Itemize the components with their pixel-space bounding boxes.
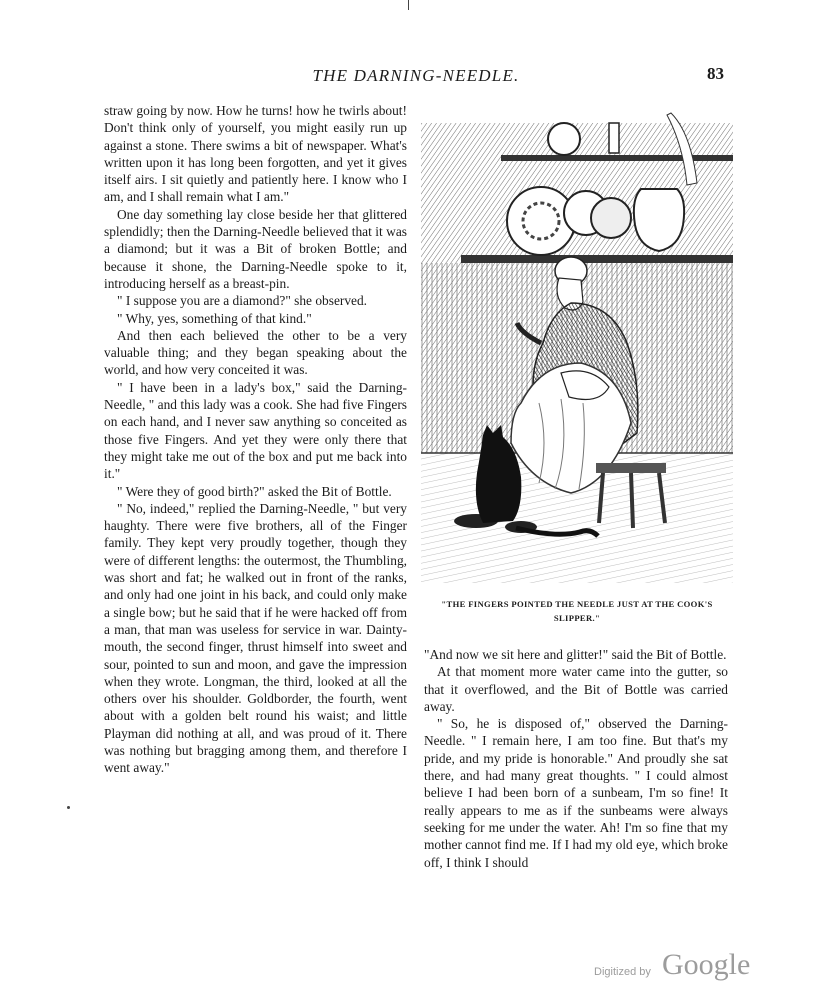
left-text-column <box>104 102 407 777</box>
paragraph: " No, indeed," replied the Darning-Needle, " but very haughty. There were five brothers, all of the Finger family. They kept very proudly together, though they were of different lengths: the outermost, the Thumbling, was short and fat; he walked out in front of the ranks, and only had one joint in his back, and could only make a single bow; but he said that if he were hacked off from a man, that man was useless for service in war. Dainty-mouth, the second finger, thrust himself into sweet and sour, pointed to sun and moon, and gave the impression when they wrote. Longman, the third, looked at all the others over his shoulder. Goldborder, the fourth, went about with a golden belt round his waist; and little Playman did nothing at all, and was proud of it. There was nothing but bragging among them, and therefore I went away." <box>104 500 407 776</box>
paragraph: "And now we sit here and glitter!" said the Bit of Bottle. <box>424 647 727 662</box>
paragraph: " So, he is disposed of," observed the Darning-Needle. " I remain here, I am too fine. But that's my pride, and my pride is honorable." And proudly she sat there, and had many great thoughts. " I could almost believe I had been born of a sunbeam, I'm so fine! It really appears to me as if the sunbeams were always seeking for me under the water. Ah! I'm so fine that my mother cannot find me. If I had my old eye, which broke off, I think I should <box>424 716 728 870</box>
paragraph: And then each believed the other to be a very valuable thing; and they began speaking about the world, and how very conceited it was. <box>104 327 407 378</box>
running-header-title: THE DARNING-NEEDLE. <box>312 66 520 85</box>
page-number: 83 <box>707 64 724 83</box>
plate <box>548 123 580 155</box>
figure-caption: "THE FINGERS POINTED THE NEEDLE JUST AT THE COOK'S SLIPPER." <box>441 599 713 623</box>
paragraph: At that moment more water came into the gutter, so that it overflowed, and the Bit of Bottle was carried away. <box>424 664 728 714</box>
paragraph: One day something lay close beside her that glittered splendidly; then the Darning-Needle believed that it was a diamond; but it was a Bit of broken Bottle; and because it shone, the Darning-Needle spoke to it, introducing herself as a breast-pin. <box>104 206 407 291</box>
paragraph: " I suppose you are a diamond?" she observed. <box>117 293 368 309</box>
digitized-by-label: Digitized by <box>594 966 651 978</box>
plate <box>591 198 631 238</box>
paragraph: " Why, yes, something of that kind." <box>117 310 312 326</box>
google-logo: Google <box>662 948 751 981</box>
digitized-by-google-watermark <box>594 948 774 988</box>
scan-mark-top <box>408 0 409 10</box>
paragraph: " Were they of good birth?" asked the Bit of Bottle. <box>117 483 392 499</box>
jug <box>634 189 684 251</box>
right-text-column <box>424 646 728 871</box>
paragraph: straw going by now. How he turns! how he twirls about! Don't think only of yourself, you might easily run up against a stone. There swims a bit of newspaper. What's written upon it has long been forgotten, and yet it gives itself airs. I sit quietly and patiently here. I know who I am, and I shall remain what I am." <box>104 103 407 205</box>
paragraph: " I have been in a lady's box," said the Darning-Needle, " and this lady was a cook. She had five Fingers on each hand, and I never saw anything so conceited as those five Fingers. And yet they were only there that they might take me out of the box and put me back into it." <box>104 379 407 482</box>
engraving-illustration <box>421 103 733 583</box>
scan-mark-side <box>67 806 70 809</box>
